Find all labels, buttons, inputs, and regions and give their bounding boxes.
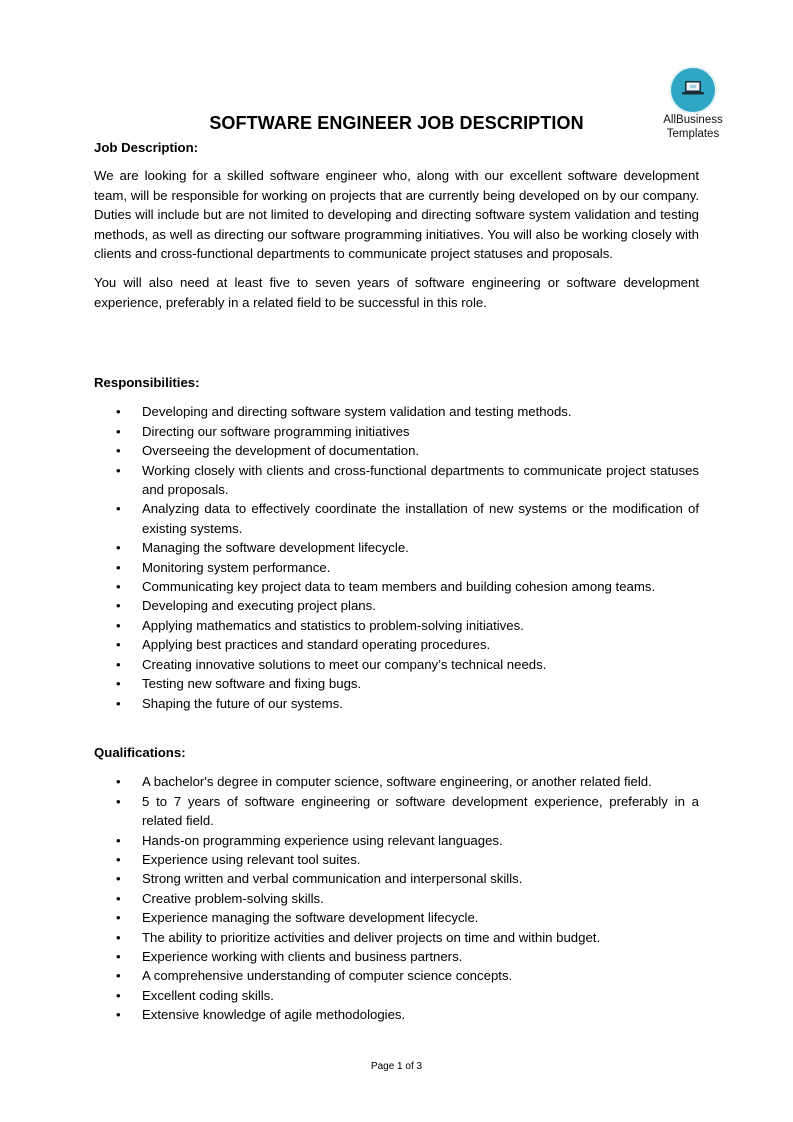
list-item: • The ability to prioritize activities and deliver projects on time and within budget.	[94, 928, 699, 947]
list-item: • Creative problem-solving skills.	[94, 889, 699, 908]
list-item: • Hands-on programming experience using relevant languages.	[94, 831, 699, 850]
list-item: • Working closely with clients and cross-functional departments to communicate project statuses and proposals.	[94, 461, 699, 500]
qualifications-heading: Qualifications:	[94, 745, 186, 760]
list-item: • Communicating key project data to team members and building cohesion among teams.	[94, 577, 699, 596]
list-item: • Strong written and verbal communication and interpersonal skills.	[94, 869, 699, 888]
list-item: • Managing the software development lifecycle.	[94, 538, 699, 557]
qualifications-list	[94, 772, 699, 1024]
job-description-paragraph-1: We are looking for a skilled software engineer who, along with our excellent software development team, will be responsible for working on projects that are currently being developed on by our company. Duties will include but are not limited to developing and directing software system validation and testing methods, as well as directing our software programming initiatives. You will also be working closely with clients and cross-functional departments to communicate project statuses and proposals.	[94, 168, 699, 262]
list-item: • A comprehensive understanding of computer science concepts.	[94, 966, 699, 985]
list-item: • Extensive knowledge of agile methodologies.	[94, 1005, 699, 1024]
laptop-icon	[681, 80, 705, 96]
responsibilities-list	[94, 402, 699, 713]
logo-text-line2: Templates	[666, 128, 720, 140]
logo-circle	[671, 68, 715, 112]
logo-text-line1: AllBusiness	[663, 114, 723, 126]
list-item: • Creating innovative solutions to meet our company’s technical needs.	[94, 655, 699, 674]
list-item: • Monitoring system performance.	[94, 558, 699, 577]
list-item: • Applying mathematics and statistics to problem-solving initiatives.	[94, 616, 699, 635]
qualifications-section	[94, 743, 699, 1025]
list-item: • Developing and directing software system validation and testing methods.	[94, 402, 699, 421]
list-item: • A bachelor's degree in computer science, software engineering, or another related field.	[94, 772, 699, 791]
list-item: • Developing and executing project plans.	[94, 596, 699, 615]
list-item: • 5 to 7 years of software engineering or software development experience, preferably in a related field.	[94, 792, 699, 831]
list-item: • Experience working with clients and business partners.	[94, 947, 699, 966]
list-item: • Experience managing the software development lifecycle.	[94, 908, 699, 927]
job-description-section	[94, 138, 699, 312]
list-item: • Analyzing data to effectively coordinate the installation of new systems or the modification of existing systems.	[94, 499, 699, 538]
list-item: • Overseeing the development of documentation.	[94, 441, 699, 460]
list-item: • Experience using relevant tool suites.	[94, 850, 699, 869]
list-item: • Directing our software programming initiatives	[94, 422, 699, 441]
page-title: SOFTWARE ENGINEER JOB DESCRIPTION	[209, 113, 584, 133]
page-number: Page 1 of 3	[370, 1061, 423, 1072]
list-item: • Testing new software and fixing bugs.	[94, 674, 699, 693]
job-description-paragraph-2: You will also need at least five to seven years of software engineering or software development experience, preferably in a related field to be successful in this role.	[94, 275, 699, 310]
list-item: • Applying best practices and standard operating procedures.	[94, 635, 699, 654]
list-item: • Shaping the future of our systems.	[94, 694, 699, 713]
job-description-heading: Job Description:	[94, 140, 199, 155]
responsibilities-heading: Responsibilities:	[94, 375, 200, 390]
responsibilities-section	[94, 373, 699, 713]
list-item: • Excellent coding skills.	[94, 986, 699, 1005]
